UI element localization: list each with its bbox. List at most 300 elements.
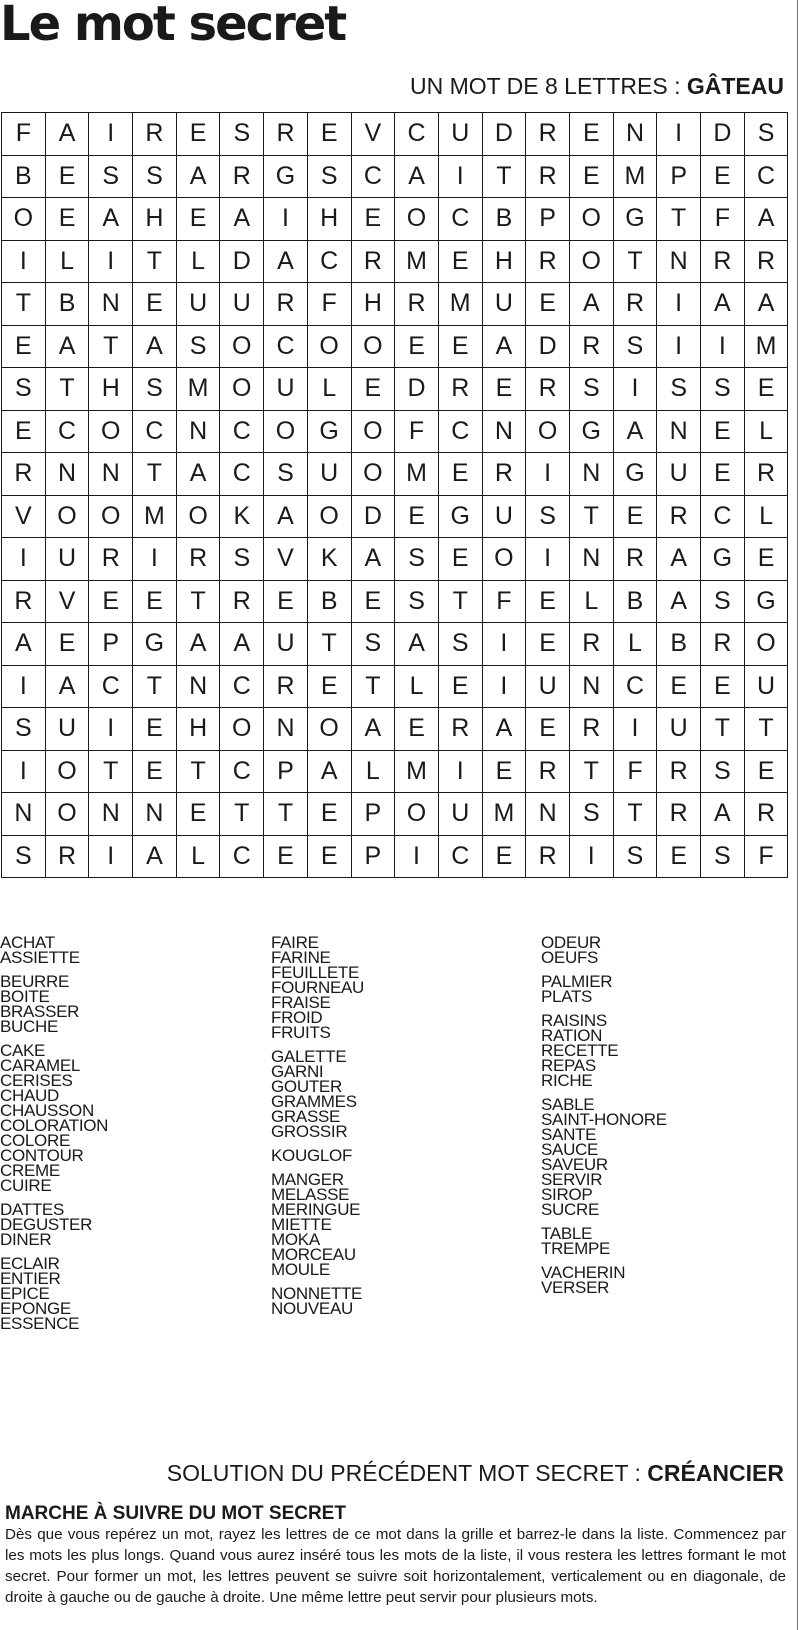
grid-cell[interactable]: T (657, 198, 701, 241)
word-list-item[interactable]: CREME (0, 1161, 60, 1180)
grid-cell[interactable]: R (526, 240, 570, 283)
word-list-item[interactable]: COLORE (0, 1131, 70, 1150)
grid-cell[interactable]: S (2, 368, 46, 411)
grid-cell[interactable]: U (526, 665, 570, 708)
grid-cell[interactable]: R (657, 495, 701, 538)
word-list-item[interactable]: NOUVEAU (271, 1299, 353, 1318)
grid-cell[interactable]: A (176, 623, 220, 666)
grid-cell[interactable]: E (569, 113, 613, 156)
word-list-item[interactable]: SANTE (541, 1125, 597, 1144)
grid-cell[interactable]: I (657, 283, 701, 326)
grid-cell[interactable]: R (526, 835, 570, 878)
grid-cell[interactable]: I (89, 835, 133, 878)
grid-cell[interactable]: G (744, 580, 788, 623)
grid-cell[interactable]: P (264, 750, 308, 793)
grid-cell[interactable]: E (438, 538, 482, 581)
grid-cell[interactable]: I (701, 325, 745, 368)
grid-cell[interactable]: A (45, 113, 89, 156)
grid-cell[interactable]: V (351, 113, 395, 156)
grid-cell[interactable]: O (220, 325, 264, 368)
grid-cell[interactable]: R (2, 453, 46, 496)
grid-cell[interactable]: S (438, 623, 482, 666)
grid-cell[interactable]: E (45, 155, 89, 198)
grid-cell[interactable]: L (176, 240, 220, 283)
grid-cell[interactable]: T (569, 495, 613, 538)
grid-cell[interactable]: R (526, 368, 570, 411)
grid-cell[interactable]: T (701, 708, 745, 751)
grid-cell[interactable]: U (438, 113, 482, 156)
grid-cell[interactable]: R (569, 325, 613, 368)
grid-cell[interactable]: A (176, 453, 220, 496)
grid-cell[interactable]: R (2, 580, 46, 623)
grid-cell[interactable]: C (133, 410, 177, 453)
word-list-item[interactable]: NONNETTE (271, 1284, 363, 1303)
grid-cell[interactable]: C (395, 113, 439, 156)
grid-cell[interactable]: E (45, 623, 89, 666)
grid-cell[interactable]: L (45, 240, 89, 283)
grid-cell[interactable]: P (526, 198, 570, 241)
grid-cell[interactable]: D (482, 113, 526, 156)
word-list-item[interactable]: CUIRE (0, 1176, 52, 1195)
grid-cell[interactable]: A (744, 283, 788, 326)
grid-cell[interactable]: P (89, 623, 133, 666)
word-list-item[interactable]: SAINT-HONORE (541, 1110, 667, 1129)
grid-cell[interactable]: N (613, 113, 657, 156)
grid-cell[interactable]: A (133, 325, 177, 368)
grid-cell[interactable]: L (744, 410, 788, 453)
word-list-item[interactable]: VACHERIN (541, 1263, 626, 1282)
word-list-item[interactable]: RATION (541, 1026, 603, 1045)
grid-cell[interactable]: R (264, 283, 308, 326)
grid-cell[interactable]: R (569, 623, 613, 666)
grid-cell[interactable]: R (657, 750, 701, 793)
grid-cell[interactable]: P (351, 793, 395, 836)
grid-cell[interactable]: R (744, 453, 788, 496)
grid-cell[interactable]: O (307, 708, 351, 751)
grid-cell[interactable]: O (351, 325, 395, 368)
grid-cell[interactable]: R (526, 155, 570, 198)
grid-cell[interactable]: A (45, 325, 89, 368)
grid-cell[interactable]: O (307, 495, 351, 538)
grid-cell[interactable]: G (133, 623, 177, 666)
grid-cell[interactable]: O (45, 495, 89, 538)
grid-cell[interactable]: A (351, 538, 395, 581)
grid-cell[interactable]: R (264, 665, 308, 708)
grid-cell[interactable]: A (701, 283, 745, 326)
grid-cell[interactable]: V (264, 538, 308, 581)
grid-cell[interactable]: B (45, 283, 89, 326)
grid-cell[interactable]: M (482, 793, 526, 836)
grid-cell[interactable]: T (133, 240, 177, 283)
grid-cell[interactable]: F (744, 835, 788, 878)
grid-cell[interactable]: C (307, 240, 351, 283)
grid-cell[interactable]: I (613, 708, 657, 751)
grid-cell[interactable]: M (133, 495, 177, 538)
grid-cell[interactable]: N (569, 665, 613, 708)
grid-cell[interactable]: N (176, 410, 220, 453)
grid-cell[interactable]: I (2, 665, 46, 708)
grid-cell[interactable]: A (45, 665, 89, 708)
grid-cell[interactable]: T (176, 580, 220, 623)
word-list-item[interactable]: VERSER (541, 1278, 610, 1297)
grid-cell[interactable]: R (220, 155, 264, 198)
grid-cell[interactable]: A (264, 240, 308, 283)
grid-cell[interactable]: S (395, 580, 439, 623)
grid-cell[interactable]: L (176, 835, 220, 878)
grid-cell[interactable]: A (264, 495, 308, 538)
grid-cell[interactable]: L (395, 665, 439, 708)
grid-cell[interactable]: R (744, 240, 788, 283)
grid-cell[interactable]: R (176, 538, 220, 581)
grid-cell[interactable]: C (264, 325, 308, 368)
grid-cell[interactable]: A (744, 198, 788, 241)
grid-cell[interactable]: E (482, 750, 526, 793)
grid-cell[interactable]: B (482, 198, 526, 241)
grid-cell[interactable]: C (351, 155, 395, 198)
grid-cell[interactable]: M (176, 368, 220, 411)
grid-cell[interactable]: R (45, 835, 89, 878)
grid-cell[interactable]: I (89, 113, 133, 156)
grid-cell[interactable]: I (89, 240, 133, 283)
word-list-item[interactable]: MELASSE (271, 1185, 350, 1204)
grid-cell[interactable]: I (526, 538, 570, 581)
word-list-item[interactable]: PLATS (541, 987, 593, 1006)
grid-cell[interactable]: O (220, 708, 264, 751)
grid-cell[interactable]: I (89, 708, 133, 751)
grid-cell[interactable]: G (701, 538, 745, 581)
grid-cell[interactable]: S (220, 538, 264, 581)
grid-cell[interactable]: U (264, 368, 308, 411)
grid-cell[interactable]: E (657, 835, 701, 878)
word-list-item[interactable]: COLORATION (0, 1116, 109, 1135)
grid-cell[interactable]: C (701, 495, 745, 538)
grid-cell[interactable]: E (569, 155, 613, 198)
grid-cell[interactable]: A (482, 325, 526, 368)
word-list-item[interactable]: ENTIER (0, 1269, 61, 1288)
grid-cell[interactable]: E (438, 453, 482, 496)
grid-cell[interactable]: D (351, 495, 395, 538)
grid-cell[interactable]: E (438, 240, 482, 283)
grid-cell[interactable]: H (176, 708, 220, 751)
grid-cell[interactable]: N (2, 793, 46, 836)
grid-cell[interactable]: L (351, 750, 395, 793)
grid-cell[interactable]: N (89, 283, 133, 326)
grid-cell[interactable]: H (482, 240, 526, 283)
grid-cell[interactable]: O (45, 793, 89, 836)
grid-cell[interactable]: C (45, 410, 89, 453)
grid-cell[interactable]: R (701, 240, 745, 283)
grid-cell[interactable]: S (701, 835, 745, 878)
grid-cell[interactable]: A (701, 793, 745, 836)
grid-cell[interactable]: U (438, 793, 482, 836)
grid-cell[interactable]: M (395, 240, 439, 283)
grid-cell[interactable]: R (438, 708, 482, 751)
grid-cell[interactable]: R (438, 368, 482, 411)
grid-cell[interactable]: U (482, 495, 526, 538)
word-list-item[interactable]: ODEUR (541, 933, 601, 952)
grid-cell[interactable]: E (307, 113, 351, 156)
grid-cell[interactable]: E (351, 580, 395, 623)
grid-cell[interactable]: O (89, 410, 133, 453)
grid-cell[interactable]: E (657, 665, 701, 708)
grid-cell[interactable]: R (220, 580, 264, 623)
grid-cell[interactable]: T (264, 793, 308, 836)
grid-cell[interactable]: O (264, 410, 308, 453)
grid-cell[interactable]: U (264, 623, 308, 666)
grid-cell[interactable]: E (2, 410, 46, 453)
grid-cell[interactable]: H (307, 198, 351, 241)
word-list-item[interactable]: SUCRE (541, 1200, 600, 1219)
grid-cell[interactable]: E (351, 368, 395, 411)
grid-cell[interactable]: S (613, 835, 657, 878)
grid-cell[interactable]: H (133, 198, 177, 241)
grid-cell[interactable]: U (482, 283, 526, 326)
grid-cell[interactable]: A (569, 283, 613, 326)
grid-cell[interactable]: O (744, 623, 788, 666)
grid-cell[interactable]: F (482, 580, 526, 623)
grid-cell[interactable]: E (176, 793, 220, 836)
grid-cell[interactable]: C (220, 453, 264, 496)
grid-cell[interactable]: O (569, 240, 613, 283)
grid-cell[interactable]: O (351, 453, 395, 496)
grid-cell[interactable]: D (395, 368, 439, 411)
grid-cell[interactable]: T (89, 750, 133, 793)
word-list-item[interactable]: FRUITS (271, 1023, 331, 1042)
grid-cell[interactable]: C (220, 665, 264, 708)
grid-cell[interactable]: A (351, 708, 395, 751)
word-list-item[interactable]: GOUTER (271, 1077, 342, 1096)
word-list-item[interactable]: RICHE (541, 1071, 593, 1090)
grid-cell[interactable]: U (45, 538, 89, 581)
word-list-item[interactable]: TABLE (541, 1224, 593, 1243)
grid-cell[interactable]: C (438, 835, 482, 878)
grid-cell[interactable]: L (569, 580, 613, 623)
word-list-item[interactable]: CAKE (0, 1041, 46, 1060)
grid-cell[interactable]: T (220, 793, 264, 836)
grid-cell[interactable]: T (2, 283, 46, 326)
grid-cell[interactable]: R (701, 623, 745, 666)
grid-cell[interactable]: T (133, 453, 177, 496)
grid-cell[interactable]: L (307, 368, 351, 411)
word-list-item[interactable]: FRAISE (271, 993, 331, 1012)
grid-cell[interactable]: S (176, 325, 220, 368)
grid-cell[interactable]: F (701, 198, 745, 241)
grid-cell[interactable]: I (482, 623, 526, 666)
grid-cell[interactable]: C (220, 835, 264, 878)
word-list-item[interactable]: TREMPE (541, 1239, 611, 1258)
grid-cell[interactable]: T (176, 750, 220, 793)
grid-cell[interactable]: E (133, 580, 177, 623)
grid-cell[interactable]: E (395, 495, 439, 538)
grid-cell[interactable]: C (220, 410, 264, 453)
grid-cell[interactable]: T (89, 325, 133, 368)
grid-cell[interactable]: F (2, 113, 46, 156)
word-list-item[interactable]: SERVIR (541, 1170, 603, 1189)
grid-cell[interactable]: F (307, 283, 351, 326)
word-list-item[interactable]: GRAMMES (271, 1092, 357, 1111)
word-list-item[interactable]: EPICE (0, 1284, 50, 1303)
grid-cell[interactable]: A (395, 623, 439, 666)
grid-cell[interactable]: G (438, 495, 482, 538)
grid-cell[interactable]: E (307, 793, 351, 836)
grid-cell[interactable]: O (2, 198, 46, 241)
grid-cell[interactable]: O (482, 538, 526, 581)
grid-cell[interactable]: A (220, 623, 264, 666)
grid-cell[interactable]: R (89, 538, 133, 581)
word-list-item[interactable]: SIROP (541, 1185, 593, 1204)
grid-cell[interactable]: I (613, 368, 657, 411)
grid-cell[interactable]: R (744, 793, 788, 836)
grid-cell[interactable]: U (176, 283, 220, 326)
grid-cell[interactable]: E (133, 283, 177, 326)
grid-cell[interactable]: E (526, 623, 570, 666)
word-list-item[interactable]: KOUGLOF (271, 1146, 353, 1165)
word-list-item[interactable]: MANGER (271, 1170, 344, 1189)
word-list-item[interactable]: PALMIER (541, 972, 613, 991)
word-list-item[interactable]: ASSIETTE (0, 948, 80, 967)
grid-cell[interactable]: N (569, 538, 613, 581)
grid-cell[interactable]: B (307, 580, 351, 623)
word-list-item[interactable]: CHAUSSON (0, 1101, 94, 1120)
grid-cell[interactable]: E (176, 198, 220, 241)
grid-cell[interactable]: S (526, 495, 570, 538)
grid-cell[interactable]: E (133, 708, 177, 751)
grid-cell[interactable]: C (220, 750, 264, 793)
grid-cell[interactable]: T (45, 368, 89, 411)
grid-cell[interactable]: S (133, 368, 177, 411)
grid-cell[interactable]: B (2, 155, 46, 198)
grid-cell[interactable]: E (701, 453, 745, 496)
grid-cell[interactable]: S (701, 368, 745, 411)
grid-cell[interactable]: A (220, 198, 264, 241)
grid-cell[interactable]: T (613, 240, 657, 283)
grid-cell[interactable]: O (220, 368, 264, 411)
grid-cell[interactable]: E (526, 283, 570, 326)
grid-cell[interactable]: I (526, 453, 570, 496)
word-list-item[interactable]: GROSSIR (271, 1122, 348, 1141)
grid-cell[interactable]: T (351, 665, 395, 708)
grid-cell[interactable]: S (701, 580, 745, 623)
grid-cell[interactable]: E (744, 538, 788, 581)
grid-cell[interactable]: L (613, 623, 657, 666)
grid-cell[interactable]: R (613, 538, 657, 581)
word-list-item[interactable]: DEGUSTER (0, 1215, 93, 1234)
grid-cell[interactable]: A (657, 580, 701, 623)
grid-cell[interactable]: S (613, 325, 657, 368)
grid-cell[interactable]: E (307, 835, 351, 878)
grid-cell[interactable]: N (45, 453, 89, 496)
grid-cell[interactable]: E (307, 665, 351, 708)
grid-cell[interactable]: A (307, 750, 351, 793)
grid-cell[interactable]: I (133, 538, 177, 581)
grid-cell[interactable]: E (351, 198, 395, 241)
grid-cell[interactable]: G (613, 198, 657, 241)
grid-cell[interactable]: E (613, 495, 657, 538)
grid-cell[interactable]: S (569, 368, 613, 411)
grid-cell[interactable]: A (2, 623, 46, 666)
grid-cell[interactable]: L (744, 495, 788, 538)
grid-cell[interactable]: T (744, 708, 788, 751)
grid-cell[interactable]: M (438, 283, 482, 326)
grid-cell[interactable]: E (701, 665, 745, 708)
grid-cell[interactable]: G (307, 410, 351, 453)
grid-cell[interactable]: O (45, 750, 89, 793)
grid-cell[interactable]: G (264, 155, 308, 198)
grid-cell[interactable]: U (657, 708, 701, 751)
word-list-item[interactable]: ECLAIR (0, 1254, 60, 1273)
grid-cell[interactable]: B (657, 623, 701, 666)
grid-cell[interactable]: C (89, 665, 133, 708)
word-list-item[interactable]: ACHAT (0, 933, 55, 952)
grid-cell[interactable]: E (2, 325, 46, 368)
grid-cell[interactable]: I (569, 835, 613, 878)
grid-cell[interactable]: A (482, 708, 526, 751)
grid-cell[interactable]: D (220, 240, 264, 283)
grid-cell[interactable]: I (482, 665, 526, 708)
word-list-item[interactable]: CONTOUR (0, 1146, 84, 1165)
grid-cell[interactable]: I (438, 750, 482, 793)
grid-cell[interactable]: A (395, 155, 439, 198)
grid-cell[interactable]: R (526, 113, 570, 156)
word-list-item[interactable]: DATTES (0, 1200, 65, 1219)
grid-cell[interactable]: M (613, 155, 657, 198)
grid-cell[interactable]: R (657, 793, 701, 836)
word-list-item[interactable]: MERINGUE (271, 1200, 361, 1219)
grid-cell[interactable]: N (569, 453, 613, 496)
grid-cell[interactable]: N (89, 453, 133, 496)
grid-cell[interactable]: O (526, 410, 570, 453)
grid-cell[interactable]: I (2, 750, 46, 793)
grid-cell[interactable]: I (264, 198, 308, 241)
grid-cell[interactable]: K (220, 495, 264, 538)
word-list-item[interactable]: SABLE (541, 1095, 595, 1114)
grid-cell[interactable]: S (2, 708, 46, 751)
grid-cell[interactable]: C (744, 155, 788, 198)
grid-cell[interactable]: N (133, 793, 177, 836)
grid-cell[interactable]: P (351, 835, 395, 878)
grid-cell[interactable]: E (701, 155, 745, 198)
grid-cell[interactable]: N (89, 793, 133, 836)
grid-cell[interactable]: T (133, 665, 177, 708)
grid-cell[interactable]: D (701, 113, 745, 156)
word-list-item[interactable]: ESSENCE (0, 1314, 80, 1333)
word-list-item[interactable]: FOURNEAU (271, 978, 364, 997)
word-list-item[interactable]: FAIRE (271, 933, 319, 952)
word-list-item[interactable]: MIETTE (271, 1215, 332, 1234)
word-list-item[interactable]: RECETTE (541, 1041, 619, 1060)
word-list-item[interactable]: BEURRE (0, 972, 70, 991)
grid-cell[interactable]: F (613, 750, 657, 793)
grid-cell[interactable]: O (89, 495, 133, 538)
word-list-item[interactable]: MOULE (271, 1260, 330, 1279)
grid-cell[interactable]: I (2, 538, 46, 581)
grid-cell[interactable]: A (89, 198, 133, 241)
grid-cell[interactable]: N (482, 410, 526, 453)
grid-cell[interactable]: S (701, 750, 745, 793)
grid-cell[interactable]: R (613, 283, 657, 326)
grid-cell[interactable]: A (176, 155, 220, 198)
grid-cell[interactable]: U (657, 453, 701, 496)
grid-cell[interactable]: O (395, 793, 439, 836)
grid-cell[interactable]: H (351, 283, 395, 326)
grid-cell[interactable]: S (264, 453, 308, 496)
word-list-item[interactable]: MOKA (271, 1230, 320, 1249)
grid-cell[interactable]: E (744, 368, 788, 411)
word-list-item[interactable]: CERISES (0, 1071, 73, 1090)
word-list-item[interactable]: CHAUD (0, 1086, 59, 1105)
grid-cell[interactable]: S (307, 155, 351, 198)
grid-cell[interactable]: C (613, 665, 657, 708)
